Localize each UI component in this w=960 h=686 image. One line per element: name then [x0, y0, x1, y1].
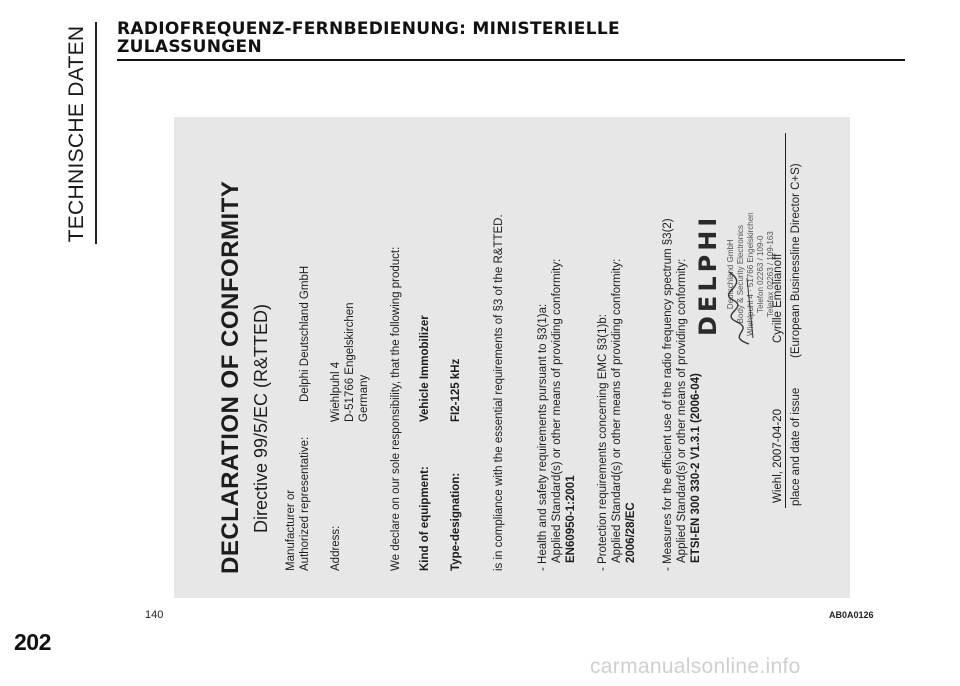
stamp-line4: Telefon 02263 / 109-0 — [756, 235, 765, 313]
kind-of-equipment-label: Kind of equipment: — [419, 466, 431, 571]
stamp-line3: Wiehlpuhl 4 · 51766 Engelskirchen — [746, 212, 755, 336]
image-code: AB0A0126 — [829, 610, 874, 620]
manufacturer-label-line1: Manufacturer or — [285, 489, 297, 571]
side-rule — [95, 22, 97, 244]
signature-icon — [719, 268, 759, 348]
page-title-line2: ZULASSUNGEN — [117, 37, 262, 57]
declaration-subtitle: Directive 99/5/EC (R&TTED) — [251, 303, 271, 533]
protection-standard: 2006/28/EC — [625, 502, 637, 563]
delphi-logo: DELPHI — [694, 213, 722, 336]
signature-line — [785, 133, 786, 358]
compliance-statement: is in compliance with the essential requirements of §3 of the R&TTED. — [493, 214, 505, 571]
kind-of-equipment-value: Vehicle Immobilizer — [419, 315, 431, 422]
page-number: 202 — [14, 629, 51, 655]
health-line1: - Health and safety requirements pursuant to §3(1)a: — [537, 303, 549, 571]
declaration-statement: We declare on our sole responsibility, that the following product: — [390, 246, 402, 571]
stamp-line1: Deutschland GmbH — [726, 239, 735, 310]
manufacturer-label — [284, 437, 312, 571]
stamp-line5: Telefax 02263 / 109-163 — [766, 231, 775, 318]
type-designation-value: FI2-125 kHz — [450, 358, 462, 422]
manufacturer-value: Delphi Deutschland GmbH — [299, 265, 311, 402]
manufacturer-label-line2: Authorized representative: — [299, 436, 311, 571]
type-designation-label: Type-designation: — [450, 472, 462, 571]
address-label: Address: — [330, 525, 342, 571]
document-page-label: 140 — [145, 609, 164, 621]
declaration-title: DECLARATION OF CONFORMITY — [217, 180, 244, 574]
health-line2: Applied Standard(s) or other means of providing conformity: — [551, 258, 563, 563]
page-title — [117, 20, 837, 56]
page-title-line1: RADIOFREQUENZ-FERNBEDIENUNG: MINISTERIELLE — [117, 19, 620, 39]
place-date-label: place and date of issue — [790, 387, 802, 506]
protection-line1: - Protection requirements concerning EMC §3(1)b: — [597, 314, 609, 571]
declaration-sheet — [174, 117, 850, 598]
measures-line1: - Measures for the efficient use of the radio frequency spectrum §3(2) — [662, 218, 674, 571]
side-section-title — [62, 24, 92, 244]
declaration-scan — [174, 117, 850, 598]
place-date: Wiehl, 2007-04-20 — [772, 409, 784, 503]
title-divider — [117, 59, 905, 61]
stamp-line2: Body & Security Electronics — [736, 225, 745, 324]
address-line2: D-51766 Engelskirchen — [344, 302, 356, 422]
signer-name: Cyrille Emelianoff — [772, 253, 784, 343]
protection-block — [596, 259, 638, 571]
address-line3: Germany — [358, 374, 370, 422]
signer-title: (European Businessline Director C+S) — [790, 163, 802, 358]
measures-standard: ETSI-EN 300 330-2 V1.3.1 (2006-04) — [690, 373, 702, 563]
address-value — [329, 302, 371, 422]
measures-line2: Applied Standard(s) or other means of providing conformity: — [676, 258, 688, 563]
health-safety-block — [536, 259, 578, 571]
address-line1: Wiehlpuhl 4 — [330, 361, 342, 422]
health-standard: EN60950-1:2001 — [565, 475, 577, 563]
protection-line2: Applied Standard(s) or other means of providing conformity: — [611, 258, 623, 563]
watermark: carmanualsonline.info — [590, 655, 801, 678]
side-section-title-text: TECHNISCHE DATEN — [65, 25, 88, 243]
